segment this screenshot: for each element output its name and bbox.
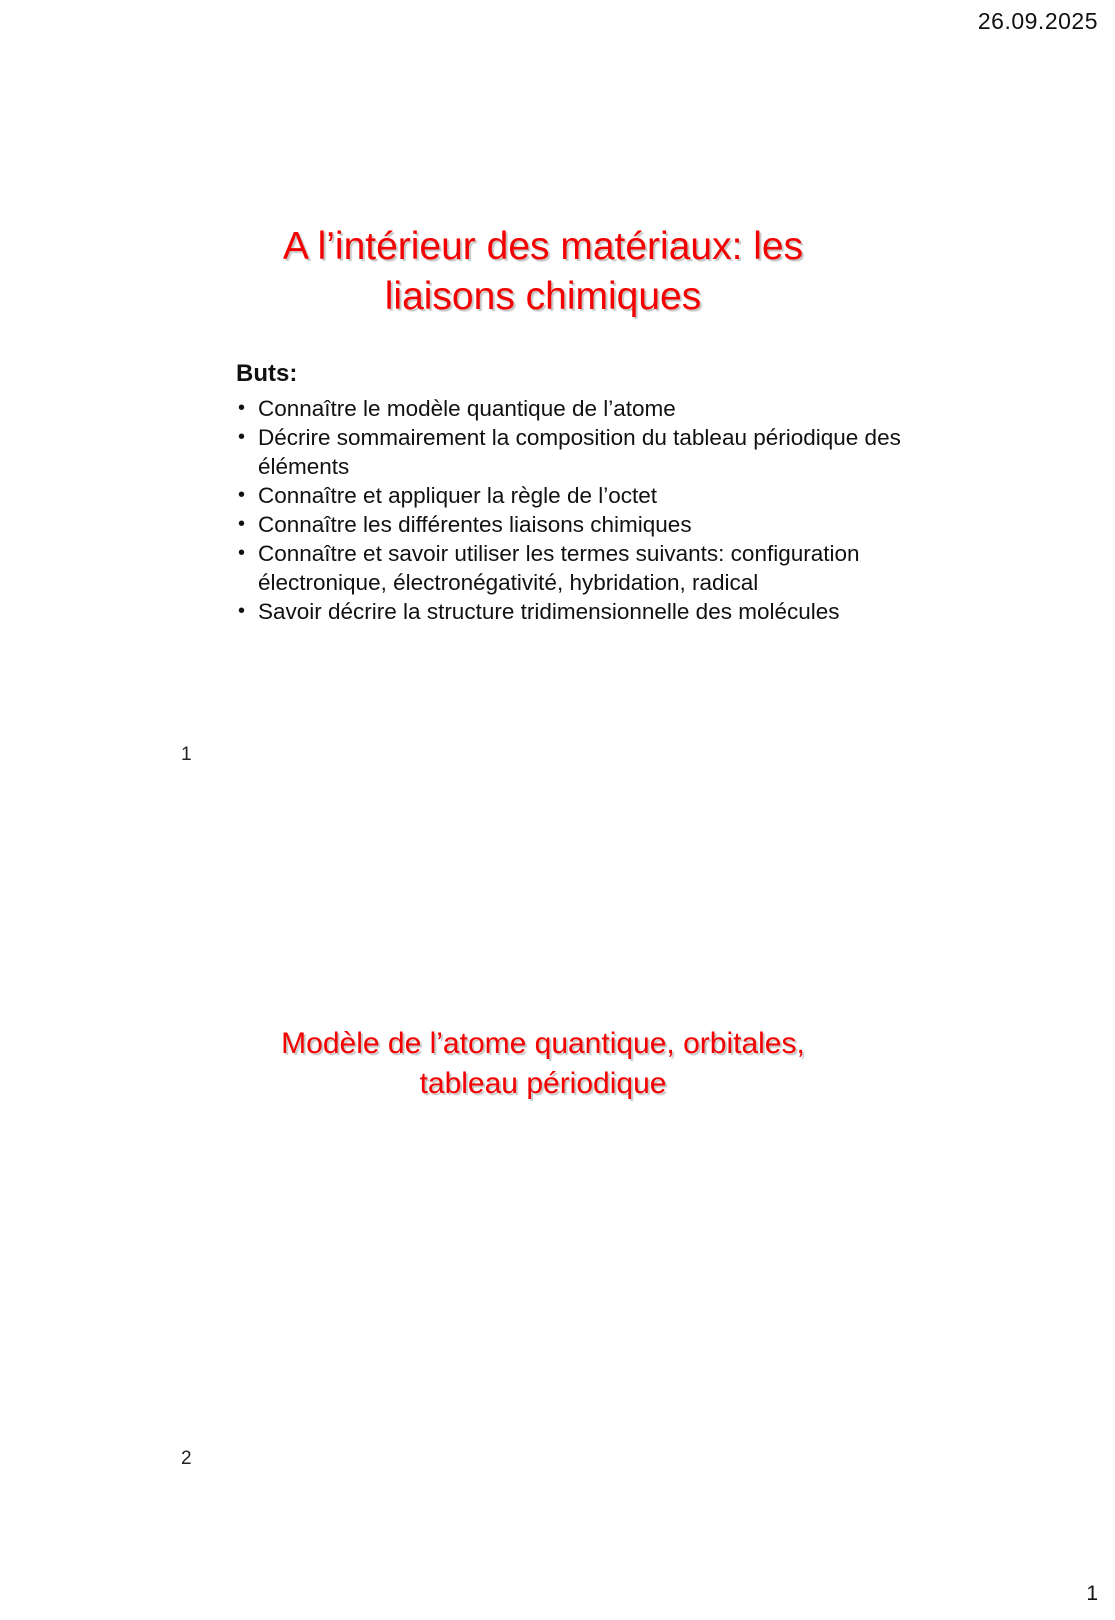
bullet-text: Connaître et savoir utiliser les termes suivants: configuration électronique, électronégativité, hybridation, radical [258, 541, 860, 595]
list-item [238, 423, 906, 481]
list-item [238, 394, 906, 423]
bullet-marker: • [238, 426, 246, 448]
slide-1-title [15, 222, 1071, 322]
slide-2-title [15, 1024, 1071, 1104]
header-date: 26.09.2025 [977, 8, 1098, 34]
bullet-marker: • [238, 600, 246, 622]
list-item [238, 597, 906, 626]
list-item [238, 481, 906, 510]
list-item [238, 539, 906, 597]
slide-2-number: 2 [181, 1448, 192, 1469]
bullet-marker: • [238, 397, 246, 419]
bullet-text: Décrire sommairement la composition du tableau périodique des éléments [258, 425, 901, 479]
slide-1-number: 1 [181, 744, 192, 765]
bullet-marker: • [238, 542, 246, 564]
list-item [238, 510, 906, 539]
goals-heading: Buts: [236, 360, 298, 387]
slide-1-title-line-2: liaisons chimiques [384, 275, 702, 318]
bullet-marker: • [238, 513, 246, 535]
slide-2-title-line-2: tableau périodique [419, 1067, 667, 1100]
bullet-text: Connaître les différentes liaisons chimiques [258, 512, 692, 537]
slide-2-title-line-1: Modèle de l’atome quantique, orbitales, [281, 1027, 805, 1060]
bullet-text: Connaître et appliquer la règle de l’octet [258, 483, 658, 508]
bullet-marker: • [238, 484, 246, 506]
bullet-text: Connaître le modèle quantique de l’atome [258, 396, 676, 421]
goals-bullet-list [238, 394, 906, 626]
slide-1-title-line-1: A l’intérieur des matériaux: les [282, 225, 804, 268]
bullet-text: Savoir décrire la structure tridimensionnelle des molécules [258, 599, 840, 624]
page-number: 1 [1086, 1582, 1098, 1605]
